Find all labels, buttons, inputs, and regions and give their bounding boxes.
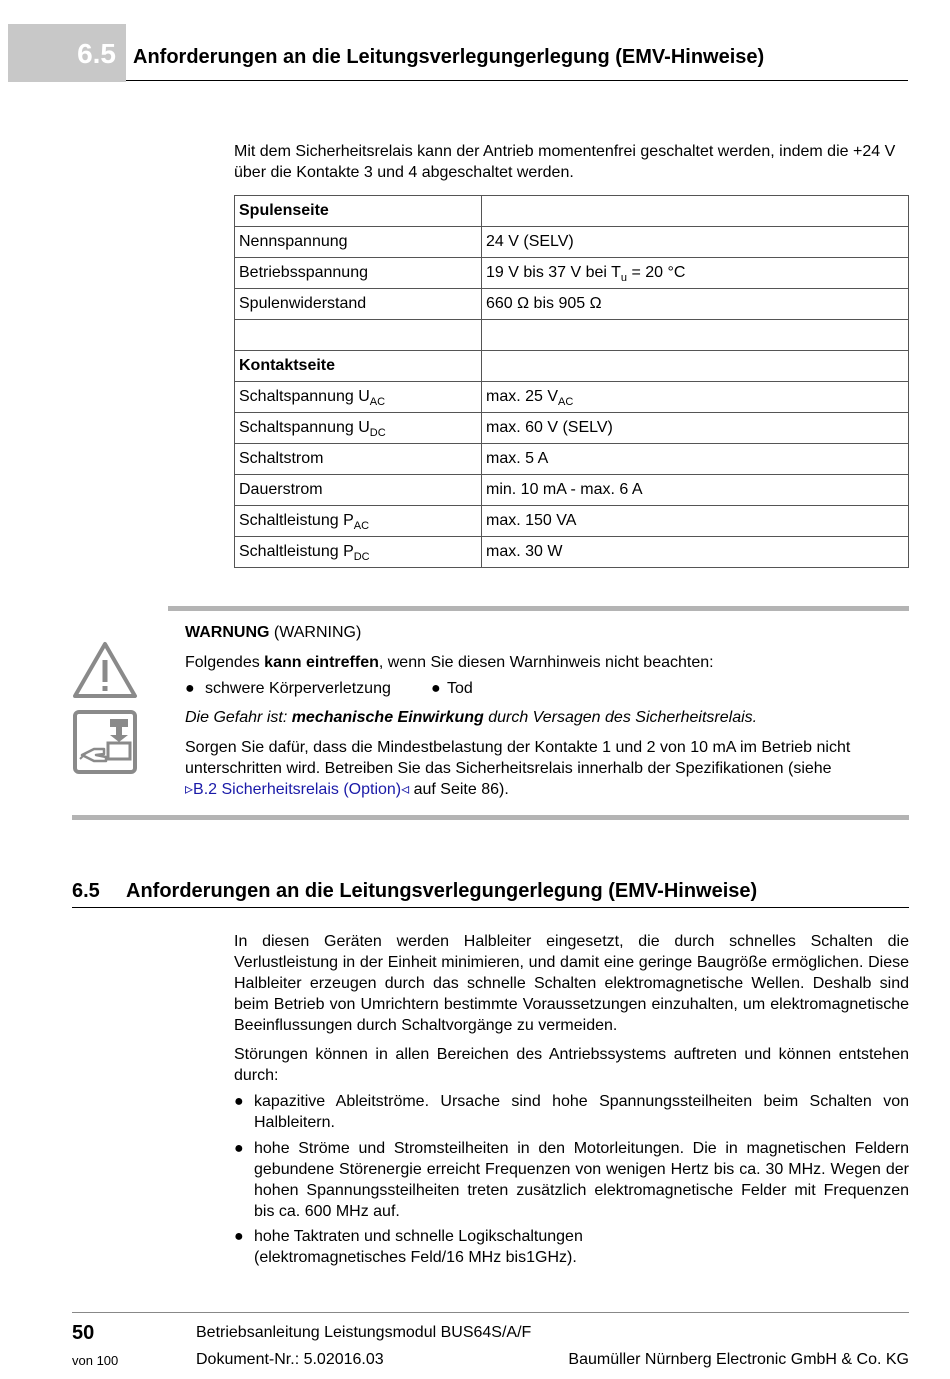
header-rule — [126, 80, 908, 81]
section-number: 6.5 — [72, 880, 100, 902]
coil-side-header: Spulenseite — [235, 196, 482, 227]
contact-side-header: Kontaktseite — [235, 351, 482, 382]
section-rule — [72, 907, 909, 908]
document-title: Betriebsanleitung Leistungsmodul BUS64S/A/F — [196, 1324, 532, 1341]
table-row: Schaltspannung $U_{DC}$ max. 60 V (SELV) — [235, 413, 909, 444]
warning-danger-line: Die Gefahr ist: mechanische Einwirkung durch Versagen des Sicherheitsrelais. — [185, 709, 758, 726]
page-number: 50 — [72, 1322, 95, 1344]
section-title: Anforderungen an die Leitungsverlegungerlegung (EMV-Hinweise) — [126, 880, 758, 902]
header-title: Anforderungen an die Leitungsverlegungerlegung (EMV-Hinweise) — [133, 46, 765, 68]
section-paragraph-1: In diesen Geräten werden Halbleiter eingesetzt, die durch schnelles Schalten die Verlustleistung in der Einheit minimieren, und damit eine geringe Baugröße ermöglichen. Diese Halbleiter erzeugen durch das schnelle Schalten elektromagnetische Wellen. Deshalb sind beim Betrieb von Umrichtern bestimmte Voraussetzungen einzuhalten, um elektromagnetische Beeinflussungen durch Schaltvorgänge zu vermeiden. — [234, 933, 909, 1034]
warning-title-line: WARNUNG (WARNING) — [185, 624, 362, 641]
warning-triangle-icon — [72, 640, 138, 700]
table-row: Schaltspannung $U_{AC}$ max. 25 $V_{AC}$ — [235, 382, 909, 413]
relay-spec-table — [234, 195, 909, 568]
list-item: Tod — [447, 680, 473, 697]
crushing-hand-icon — [72, 709, 138, 775]
document-number: Dokument-Nr.: 5.02016.03 — [196, 1351, 384, 1368]
footer-rule — [72, 1312, 909, 1313]
table-row: Nennspannung 24 V (SELV) — [235, 227, 909, 258]
table-row — [235, 196, 909, 227]
warning-instruction: Sorgen Sie dafür, dass die Mindestbelastung der Kontakte 1 und 2 von 10 mA im Betrieb nicht unterschritten wird. Betreiben Sie das Sicherheitsrelais innerhalb der Spezifikationen (siehe ▹B.2 Sicherheitsrelais (Option)◃ auf Seite 86). — [185, 739, 851, 798]
warning-top-bar — [168, 606, 909, 611]
table-row-empty — [235, 320, 909, 351]
section-paragraph-2: Störungen können in allen Bereichen des Antriebssystems auftreten und können entstehen durch: — [234, 1046, 909, 1084]
warning-bottom-bar — [72, 815, 909, 820]
table-row: Dauerstrom min. 10 mA - max. 6 A — [235, 475, 909, 506]
intro-paragraph: Mit dem Sicherheitsrelais kann der Antrieb momentenfrei geschaltet werden, indem die +24 V über die Kontakte 3 und 4 abgeschaltet werden. — [234, 143, 896, 181]
table-row — [235, 351, 909, 382]
list-item: schwere Körperverletzung — [205, 680, 391, 697]
table-row: Betriebsspannung 19 V bis 37 V bei $T_u = 20$ °C — [235, 258, 909, 289]
table-row: Schaltleistung $P_{DC}$ max. 30 W — [235, 537, 909, 568]
cross-reference-link[interactable]: ▹B.2 Sicherheitsrelais (Option)◃ — [185, 781, 410, 798]
table-row: Schaltleistung $P_{AC}$ max. 150 VA — [235, 506, 909, 537]
page-total: von 100 — [72, 1353, 119, 1368]
header-section-number: 6.5 — [77, 38, 116, 69]
table-row: Spulenwiderstand 660 Ω bis 905 Ω — [235, 289, 909, 320]
table-row: Schaltstrom max. 5 A — [235, 444, 909, 475]
warning-title: WARNUNG — [185, 624, 270, 641]
warning-intro-line: Folgendes kann eintreffen, wenn Sie diesen Warnhinweis nicht beachten: — [185, 654, 714, 671]
company-name: Baumüller Nürnberg Electronic GmbH & Co. KG — [568, 1351, 909, 1368]
